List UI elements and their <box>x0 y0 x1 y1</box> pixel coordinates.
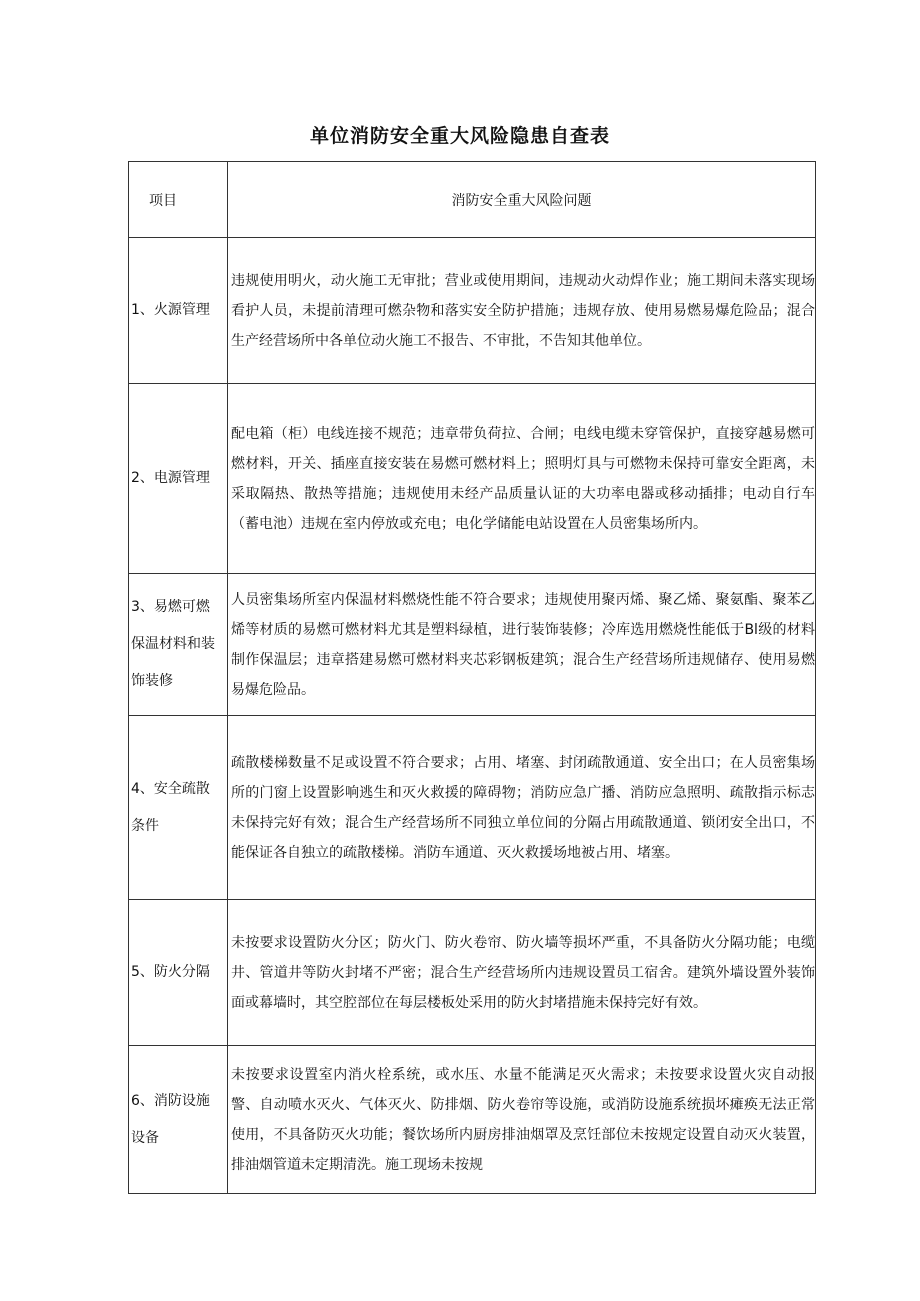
table-row <box>129 716 816 900</box>
row-item: 6、消防设施设备 <box>129 1046 228 1194</box>
table-row <box>129 900 816 1046</box>
table-header-row <box>129 162 816 238</box>
row-issue: 疏散楼梯数量不足或设置不符合要求；占用、堵塞、封闭疏散通道、安全出口；在人员密集场所的门窗上设置影响逃生和灭火救援的障碍物；消防应急广播、消防应急照明、疏散指示标志未保持完好有效；混合生产经营场所不同独立单位间的分隔占用疏散通道、锁闭安全出口，不能保证各自独立的疏散楼梯。消防车通道、灭火救援场地被占用、堵塞。 <box>228 716 816 900</box>
row-issue: 人员密集场所室内保温材料燃烧性能不符合要求；违规使用聚丙烯、聚乙烯、聚氨酯、聚苯乙烯等材质的易燃可燃材料尤其是塑料绿植，进行装饰装修；冷库选用燃烧性能低于Bl级的材料制作保温层；违章搭建易燃可燃材料夹芯彩钢板建筑；混合生产经营场所违规储存、使用易燃易爆危险品。 <box>228 574 816 716</box>
row-issue: 违规使用明火，动火施工无审批；营业或使用期间，违规动火动焊作业；施工期间未落实现场看护人员，未提前清理可燃杂物和落实安全防护措施；违规存放、使用易燃易爆危险品；混合生产经营场所中各单位动火施工不报告、不审批，不告知其他单位。 <box>228 238 816 384</box>
row-item: 2、电源管理 <box>129 384 228 574</box>
table-row <box>129 238 816 384</box>
row-item: 3、易燃可燃保温材料和装饰装修 <box>129 574 228 716</box>
row-item: 5、防火分隔 <box>129 900 228 1046</box>
table-row <box>129 384 816 574</box>
table-row <box>129 574 816 716</box>
row-issue: 配电箱（柜）电线连接不规范；违章带负荷拉、合闸；电线电缆未穿管保护，直接穿越易燃可燃材料，开关、插座直接安装在易燃可燃材料上；照明灯具与可燃物未保持可靠安全距离，未采取隔热、散热等措施；违规使用未经产品质量认证的大功率电器或移动插排；电动自行车（蓄电池）违规在室内停放或充电；电化学储能电站设置在人员密集场所内。 <box>228 384 816 574</box>
row-issue: 未按要求设置防火分区；防火门、防火卷帘、防火墙等损坏严重，不具备防火分隔功能；电缆井、管道井等防火封堵不严密；混合生产经营场所内违规设置员工宿舍。建筑外墙设置外装饰面或幕墙时，其空腔部位在每层楼板处采用的防火封堵措施未保持完好有效。 <box>228 900 816 1046</box>
row-issue: 未按要求设置室内消火栓系统，或水压、水量不能满足灭火需求；未按要求设置火灾自动报警、自动喷水灭火、气体灭火、防排烟、防火卷帘等设施，或消防设施系统损坏瘫痪无法正常使用，不具备防灭火功能；餐饮场所内厨房排油烟罩及烹饪部位未按规定设置自动灭火装置，排油烟管道未定期清洗。施工现场未按规 <box>228 1046 816 1194</box>
row-item: 4、安全疏散条件 <box>129 716 228 900</box>
document-title: 单位消防安全重大风险隐患自查表 <box>309 125 610 147</box>
row-item: 1、火源管理 <box>129 238 228 384</box>
risk-table <box>128 161 816 1194</box>
table-row <box>129 1046 816 1194</box>
header-item: 项目 <box>129 162 228 238</box>
header-issue: 消防安全重大风险问题 <box>228 162 816 238</box>
